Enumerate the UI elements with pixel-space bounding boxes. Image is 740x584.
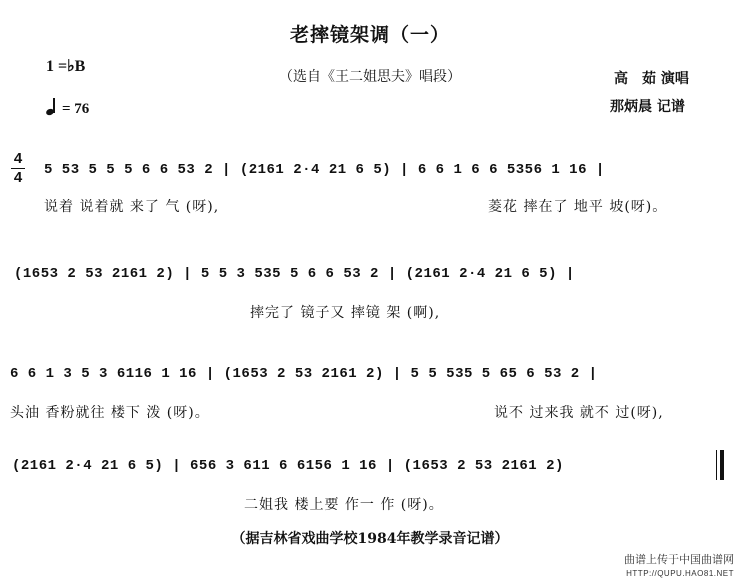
singer-credit: 高 茹 演唱 — [614, 71, 689, 87]
watermark-url: HTTP://QUPU.HAO81.NET — [626, 569, 734, 578]
time-signature-bottom: 4 — [13, 169, 23, 186]
final-barline — [716, 450, 724, 480]
source-note: （据吉林省戏曲学校1984年教学录音记谱） — [231, 531, 509, 547]
lyrics-line-3: 头油 香粉就往 楼下 泼 (呀)。 — [10, 405, 210, 421]
site-watermark — [624, 554, 734, 580]
watermark-text: 曲谱上传于中国曲谱网 — [624, 554, 734, 566]
score-title: 老摔镜架调（一） — [289, 24, 450, 46]
score-subtitle: （选自《王二姐思夫》唱段） — [279, 69, 461, 85]
tempo-value: = 76 — [62, 101, 90, 117]
notation-line-4: (2161 2·4 21 6 5) | 656 3 611 6 6156 1 16 | (1653 2 53 2161 2) — [12, 458, 564, 474]
tempo-marking — [46, 99, 89, 118]
notation-line-1: 5 53 5 5 5 6 6 53 2 | (2161 2·4 21 6 5) | 6 6 1 6 6 5356 1 16 | — [44, 162, 605, 178]
lyrics-line-1: 说着 说着就 来了 气 (呀), — [44, 199, 220, 215]
notation-line-2: (1653 2 53 2161 2) | 5 5 3 535 5 6 6 53 2 | (2161 2·4 21 6 5) | — [14, 266, 575, 282]
time-signature — [10, 150, 26, 187]
quarter-note-icon — [46, 99, 58, 115]
lyrics-line-1-right: 菱花 摔在了 地平 坡(呀)。 — [488, 199, 668, 215]
transcriber-credit: 那炳晨 记谱 — [610, 99, 685, 115]
key-signature: 1 =♭B — [46, 58, 86, 75]
time-signature-top: 4 — [13, 150, 23, 167]
lyrics-line-2: 摔完了 镜子又 摔镜 架 (啊), — [250, 305, 441, 321]
notation-line-3: 6 6 1 3 5 3 6116 1 16 | (1653 2 53 2161 2) | 5 5 535 5 65 6 53 2 | — [10, 366, 598, 382]
lyrics-line-3-right: 说不 过来我 就不 过(呀), — [494, 405, 664, 421]
lyrics-line-4: 二姐我 楼上要 作一 作 (呀)。 — [244, 497, 444, 513]
